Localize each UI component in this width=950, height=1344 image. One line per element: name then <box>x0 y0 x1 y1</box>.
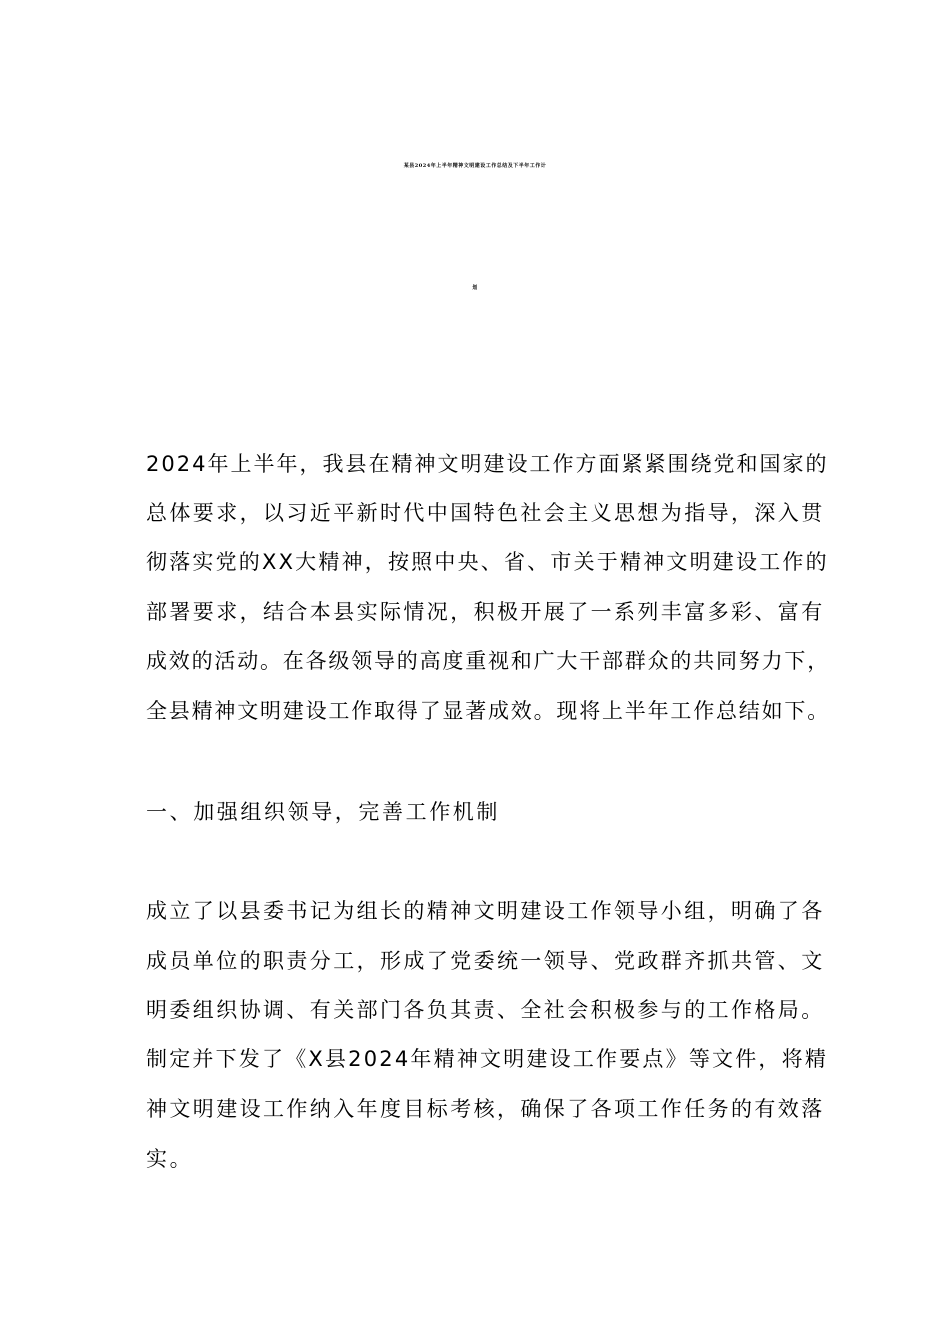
section-1-line-1: 成立了以县委书记为组长的精神文明建设工作领导小组，明确了各 <box>146 899 825 923</box>
document-title-line-1: 某县2024年上半年精神文明建设工作总结及下半年工作计 <box>403 163 547 169</box>
section-1-heading: 一、加强组织领导，完善工作机制 <box>146 800 500 824</box>
intro-line-4: 部署要求，结合本县实际情况，积极开展了一系列丰富多彩、富有 <box>146 600 825 624</box>
intro-line-1: 2024年上半年，我县在精神文明建设工作方面紧紧围绕党和国家的 <box>146 452 829 476</box>
intro-line-3: 彻落实党的XX大精神，按照中央、省、市关于精神文明建设工作的 <box>146 550 829 574</box>
section-1-line-5: 神文明建设工作纳入年度目标考核，确保了各项工作任务的有效落 <box>146 1097 825 1121</box>
intro-line-2: 总体要求，以习近平新时代中国特色社会主义思想为指导，深入贯 <box>146 501 825 525</box>
document-title-line-2: 划 <box>472 285 478 291</box>
section-1-line-6: 实。 <box>146 1147 194 1171</box>
section-1-line-4: 制定并下发了《X县2024年精神文明建设工作要点》等文件，将精 <box>146 1047 829 1071</box>
section-1-line-3: 明委组织协调、有关部门各负其责、全社会积极参与的工作格局。 <box>146 998 825 1022</box>
section-1-line-2: 成员单位的职责分工，形成了党委统一领导、党政群齐抓共管、文 <box>146 949 825 973</box>
intro-line-6: 全县精神文明建设工作取得了显著成效。现将上半年工作总结如下。 <box>146 699 830 723</box>
intro-line-5: 成效的活动。在各级领导的高度重视和广大干部群众的共同努力下， <box>146 649 830 673</box>
